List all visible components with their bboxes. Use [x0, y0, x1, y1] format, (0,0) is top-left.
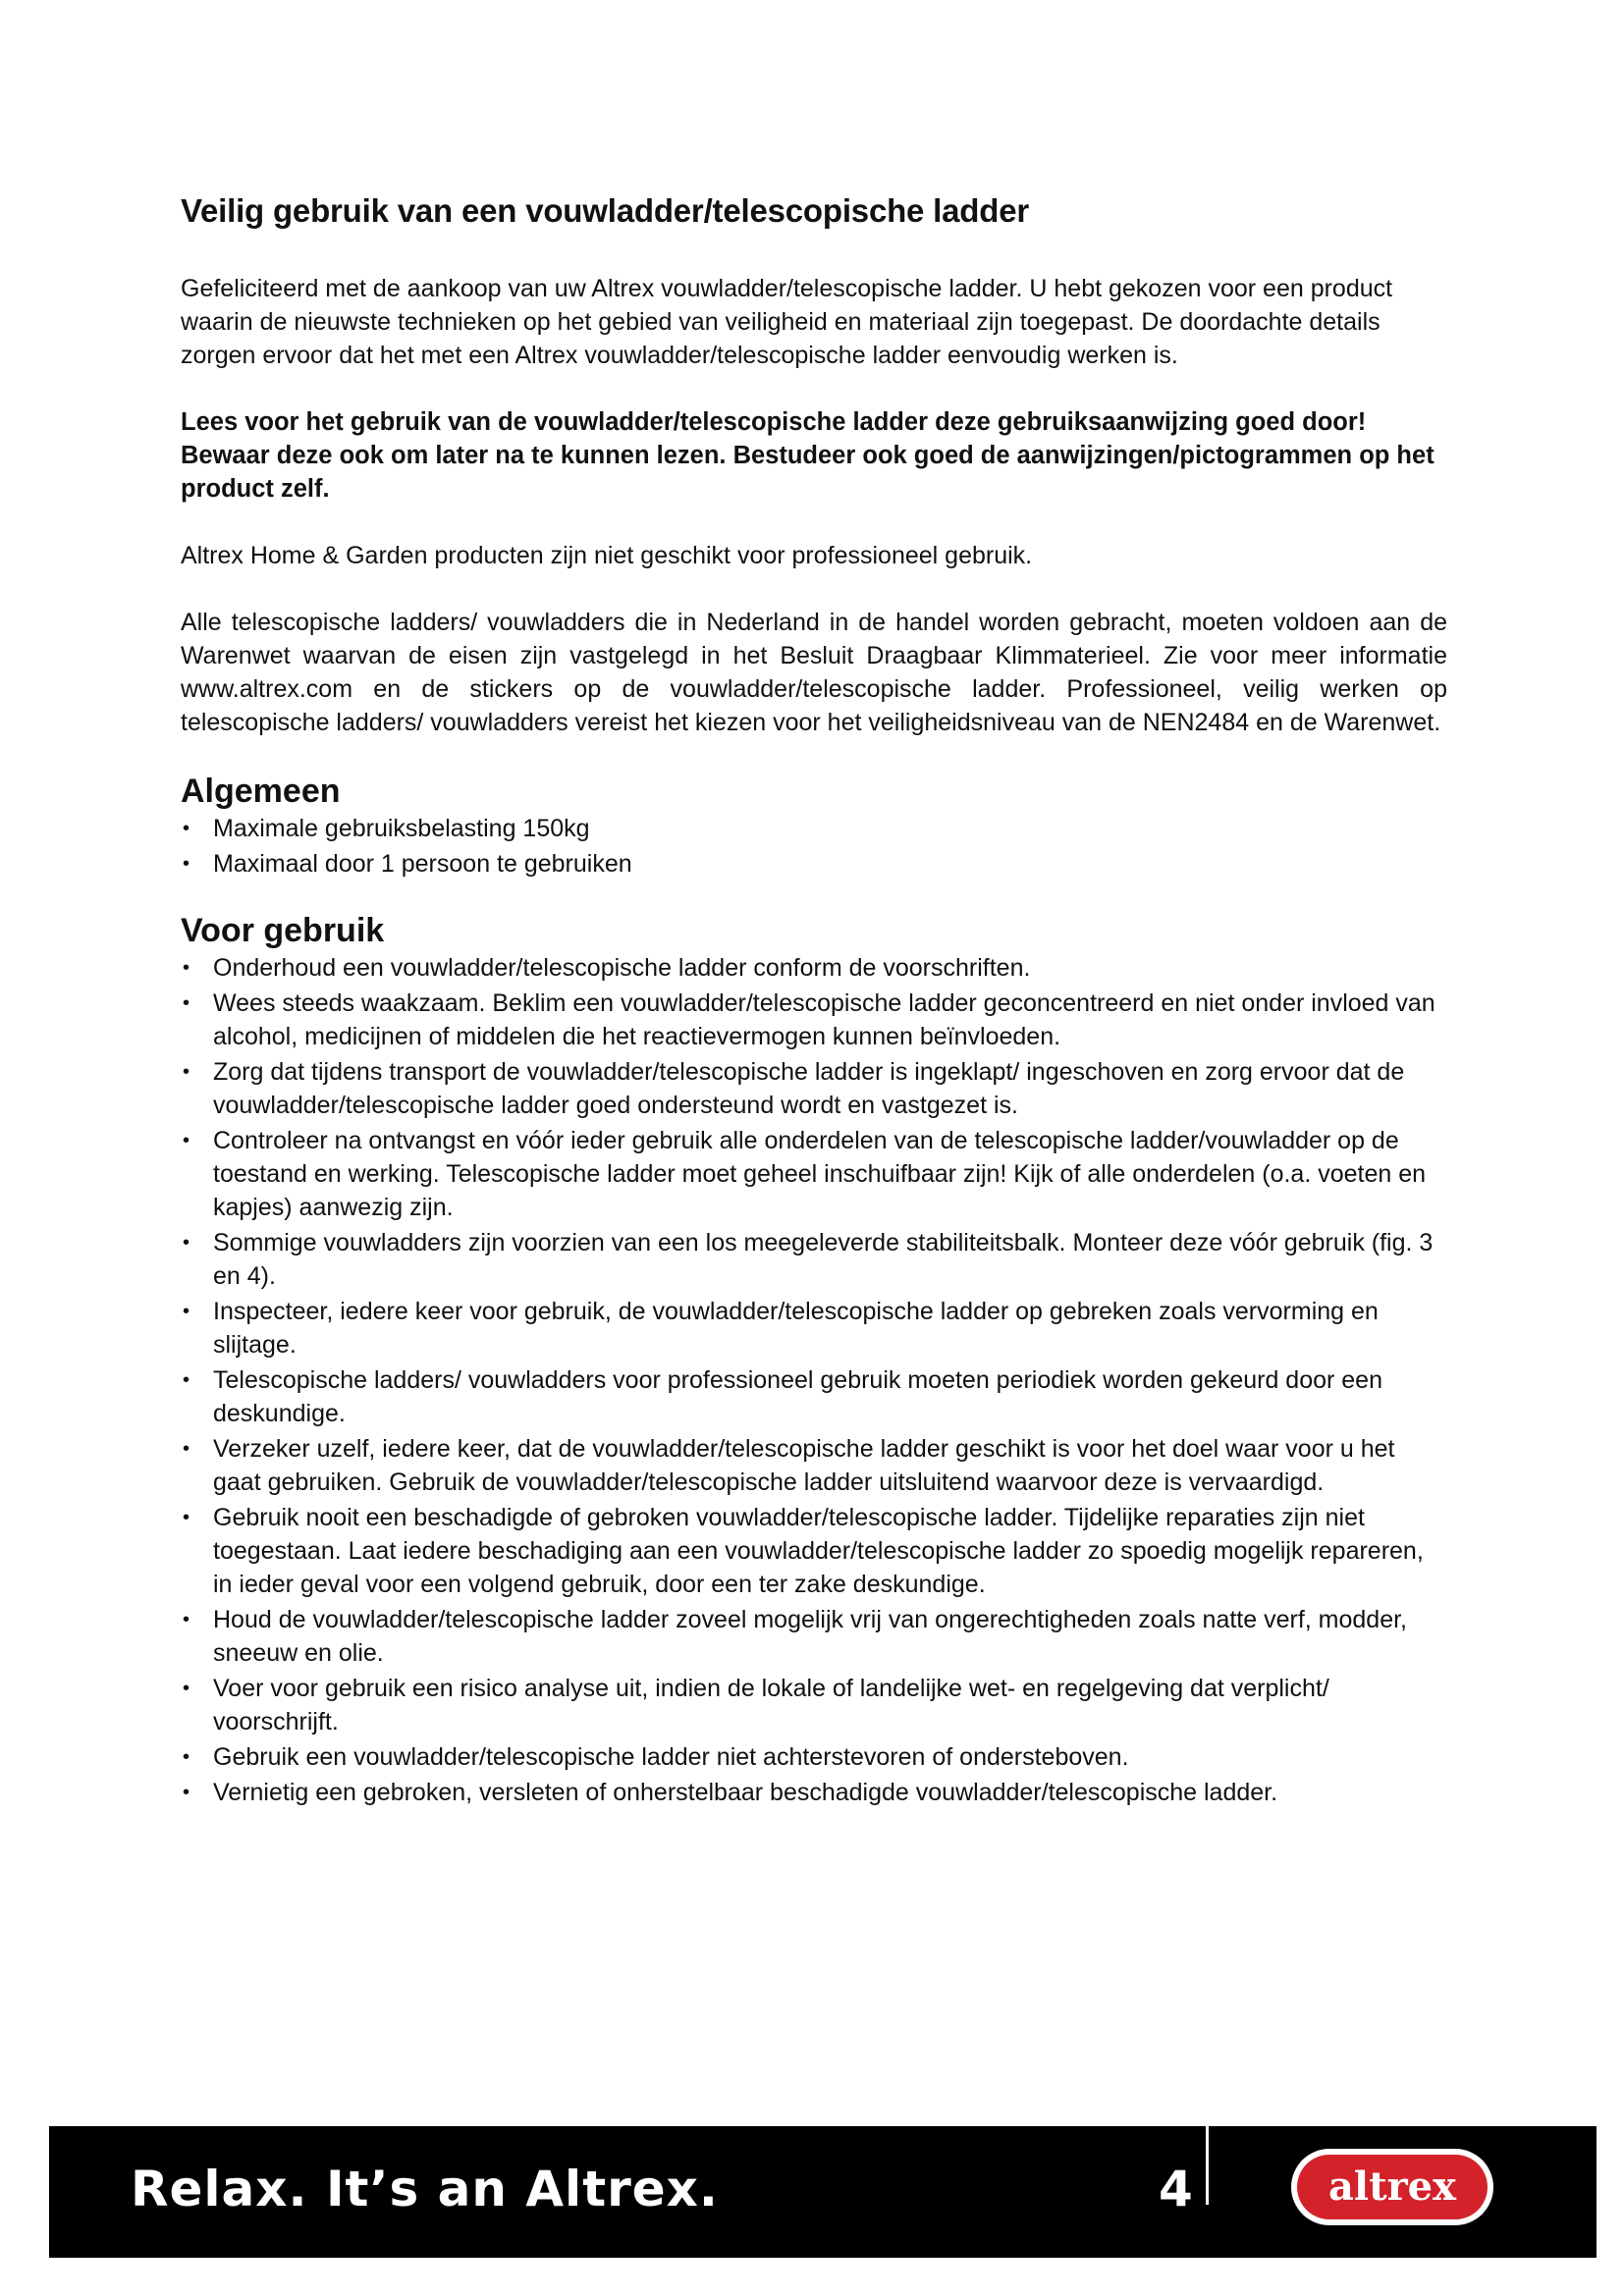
list-item: • Gebruik een vouwladder/telescopische ladder niet achterstevoren of ondersteboven.	[181, 1740, 1447, 1774]
list-item: • Sommige vouwladders zijn voorzien van een los meegeleverde stabiliteitsbalk. Monteer deze vóór gebruik (fig. 3 en 4).	[181, 1226, 1447, 1293]
general-list	[181, 812, 1447, 881]
footer-slogan: Relax. It’s an Altrex.	[131, 2161, 719, 2217]
home-garden-note: Altrex Home & Garden producten zijn niet geschikt voor professioneel gebruik.	[181, 542, 1033, 569]
list-item: • Voer voor gebruik een risico analyse uit, indien de lokale of landelijke wet- en regelgeving dat verplicht/ voorschrijft.	[181, 1672, 1447, 1738]
list-item: • Houd de vouwladder/telescopische ladder zoveel mogelijk vrij van ongerechtigheden zoals natte verf, modder, sneeuw en olie.	[181, 1603, 1447, 1670]
section-title-general: Algemeen	[181, 773, 341, 810]
read-instructions-warning: Lees voor het gebruik van de vouwladder/telescopische ladder deze gebruiksaanwijzing goed door! Bewaar deze ook om later na te kunnen lezen. Bestudeer ook goed de aanwijzingen/pictogrammen op het product zelf.	[181, 408, 1435, 503]
page-number: 4	[1159, 2161, 1193, 2217]
page-title: Veilig gebruik van een vouwladder/telescopische ladder	[181, 192, 1030, 229]
list-item: • Zorg dat tijdens transport de vouwladder/telescopische ladder is ingeklapt/ ingeschoven en zorg ervoor dat de vouwladder/telescopische ladder goed ondersteund wordt en vastgezet is.	[181, 1055, 1447, 1122]
regulations-paragraph: Alle telescopische ladders/ vouwladders die in Nederland in de handel worden gebracht, moeten voldoen aan de Warenwet waarvan de eisen zijn vastgelegd in het Besluit Draagbaar Klimmaterieel. Zie voor meer informatie www.altrex.com en de stickers op de vouwladder/telescopische ladder. Professioneel, veilig werken op telescopische ladders/ vouwladders vereist het kiezen voor het veiligheidsniveau van de NEN2484 en de Warenwet.	[181, 609, 1447, 736]
intro-paragraph: Gefeliciteerd met de aankoop van uw Altrex vouwladder/telescopische ladder. U hebt gekozen voor een product waarin de nieuwste technieken op het gebied van veiligheid en materiaal zijn toegepast. De doordachte details zorgen ervoor dat het met een Altrex vouwladder/telescopische ladder eenvoudig werken is.	[181, 275, 1393, 369]
list-item: • Inspecteer, iedere keer voor gebruik, de vouwladder/telescopische ladder op gebreken zoals vervorming en slijtage.	[181, 1295, 1447, 1362]
list-item: • Telescopische ladders/ vouwladders voor professioneel gebruik moeten periodiek worden gekeurd door een deskundige.	[181, 1363, 1447, 1430]
list-item: • Vernietig een gebroken, versleten of onherstelbaar beschadigde vouwladder/telescopische ladder.	[181, 1776, 1447, 1809]
footer-divider	[1206, 2126, 1209, 2205]
logo-text: altrex	[1328, 2163, 1456, 2210]
list-item: • Maximaal door 1 persoon te gebruiken	[181, 847, 1447, 881]
document-body	[181, 191, 1447, 1841]
altrex-logo	[1288, 2146, 1496, 2228]
list-item: • Gebruik nooit een beschadigde of gebroken vouwladder/telescopische ladder. Tijdelijke reparaties zijn niet toegestaan. Laat iedere beschadiging aan een vouwladder/telescopische ladder zo spoedig mogelijk repareren, in ieder geval voor een volgend gebruik, door een ter zake deskundige.	[181, 1501, 1447, 1601]
list-item: • Onderhoud een vouwladder/telescopische ladder conform de voorschriften.	[181, 951, 1447, 985]
before-use-list	[181, 951, 1447, 1809]
list-item: • Verzeker uzelf, iedere keer, dat de vouwladder/telescopische ladder geschikt is voor het doel waar voor u het gaat gebruiken. Gebruik de vouwladder/telescopische ladder uitsluitend waarvoor deze is vervaardigd.	[181, 1432, 1447, 1499]
section-title-before-use: Voor gebruik	[181, 912, 385, 949]
list-item: • Wees steeds waakzaam. Beklim een vouwladder/telescopische ladder geconcentreerd en niet onder invloed van alcohol, medicijnen of middelen die het reactievermogen kunnen beïnvloeden.	[181, 987, 1447, 1053]
list-item: • Maximale gebruiksbelasting 150kg	[181, 812, 1447, 845]
list-item: • Controleer na ontvangst en vóór ieder gebruik alle onderdelen van de telescopische ladder/vouwladder op de toestand en werking. Telescopische ladder moet geheel inschuifbaar zijn! Kijk of alle onderdelen (o.a. voeten en kapjes) aanwezig zijn.	[181, 1124, 1447, 1224]
